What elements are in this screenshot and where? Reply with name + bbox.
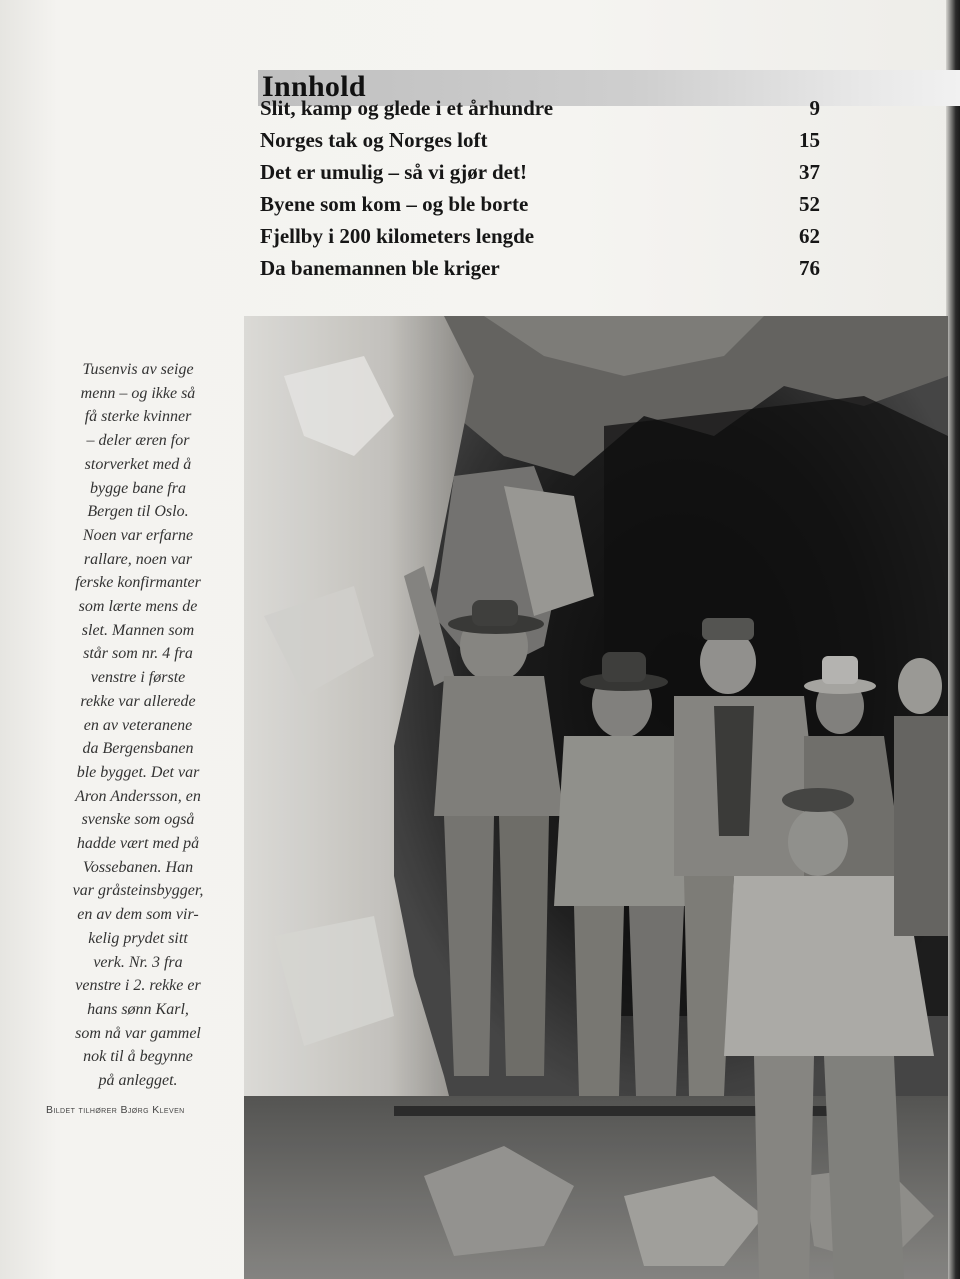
caption-line: en av dem som vir- <box>77 906 199 924</box>
caption-line: en av veteranene <box>83 716 193 734</box>
toc-entry-label: Det er umulig – så vi gjør det! <box>260 160 527 184</box>
toc-entry-label: Byene som kom – og ble borte <box>260 192 529 216</box>
caption-line: verk. Nr. 3 fra <box>93 953 183 971</box>
caption-line: slet. Mannen som <box>81 621 195 639</box>
toc-entry-label: Slit, kamp og glede i et århundre <box>260 96 554 120</box>
caption-line: få sterke kvinner <box>84 408 192 426</box>
caption-line: ble bygget. Det var <box>76 763 200 781</box>
caption-line: Tusenvis av seige <box>82 361 194 378</box>
toc-entry[interactable] <box>260 96 820 128</box>
photo-credit: Bildet tilhører Bjørg Kleven <box>46 1104 185 1116</box>
toc-entry-page: 76 <box>799 256 820 280</box>
caption-line: som lærte mens de <box>78 598 198 616</box>
caption-line: rekke var allerede <box>80 692 196 710</box>
historic-workers-photo <box>244 316 948 1279</box>
photo-caption <box>44 358 232 1093</box>
caption-line: nok til å begynne <box>83 1048 193 1066</box>
toc-entry-label: Fjellby i 200 kilometers lengde <box>260 224 535 248</box>
toc-entry-label: Da banemannen ble kriger <box>260 256 500 280</box>
caption-line: menn – og ikke så <box>80 384 196 402</box>
caption-line: Bergen til Oslo. <box>87 503 189 521</box>
toc-entry[interactable] <box>260 128 820 160</box>
caption-line: ferske konfirmanter <box>75 574 201 592</box>
toc-entry[interactable] <box>260 192 820 224</box>
caption-line: Noen var erfarne <box>82 526 194 544</box>
caption-line: – deler æren for <box>86 432 190 450</box>
toc-entry[interactable] <box>260 224 820 256</box>
toc-entry-page: 62 <box>799 224 820 248</box>
caption-line: var gråsteinsbygger, <box>72 882 204 900</box>
page-edge <box>946 0 960 1279</box>
toc-title: Innhold <box>262 70 366 103</box>
caption-line: svenske som også <box>81 811 195 829</box>
toc-entry-page: 9 <box>809 96 820 120</box>
toc-entry[interactable] <box>260 160 820 192</box>
table-of-contents <box>260 96 820 288</box>
toc-entry[interactable] <box>260 256 820 288</box>
caption-line: storverket med å <box>84 455 192 473</box>
caption-line: hadde vært med på <box>76 835 200 853</box>
caption-line: Aron Andersson, en <box>75 787 201 805</box>
caption-line: står som nr. 4 fra <box>83 645 193 663</box>
caption-line: hans sønn Karl, <box>87 1000 189 1018</box>
caption-line: bygge bane fra <box>90 479 186 497</box>
caption-line: på anlegget. <box>98 1072 178 1090</box>
toc-entry-page: 15 <box>799 128 820 152</box>
caption-line: venstre i første <box>90 669 186 687</box>
toc-entry-page: 52 <box>799 192 820 216</box>
caption-line: da Bergensbanen <box>82 740 194 758</box>
toc-entry-page: 37 <box>799 160 820 184</box>
caption-line: kelig prydet sitt <box>88 929 188 947</box>
caption-line: Vossebanen. Han <box>82 858 194 876</box>
caption-line: venstre i 2. rekke er <box>75 977 201 995</box>
caption-line: rallare, noen var <box>83 550 193 568</box>
caption-line: som nå var gammel <box>75 1024 201 1042</box>
toc-entry-label: Norges tak og Norges loft <box>260 128 488 152</box>
